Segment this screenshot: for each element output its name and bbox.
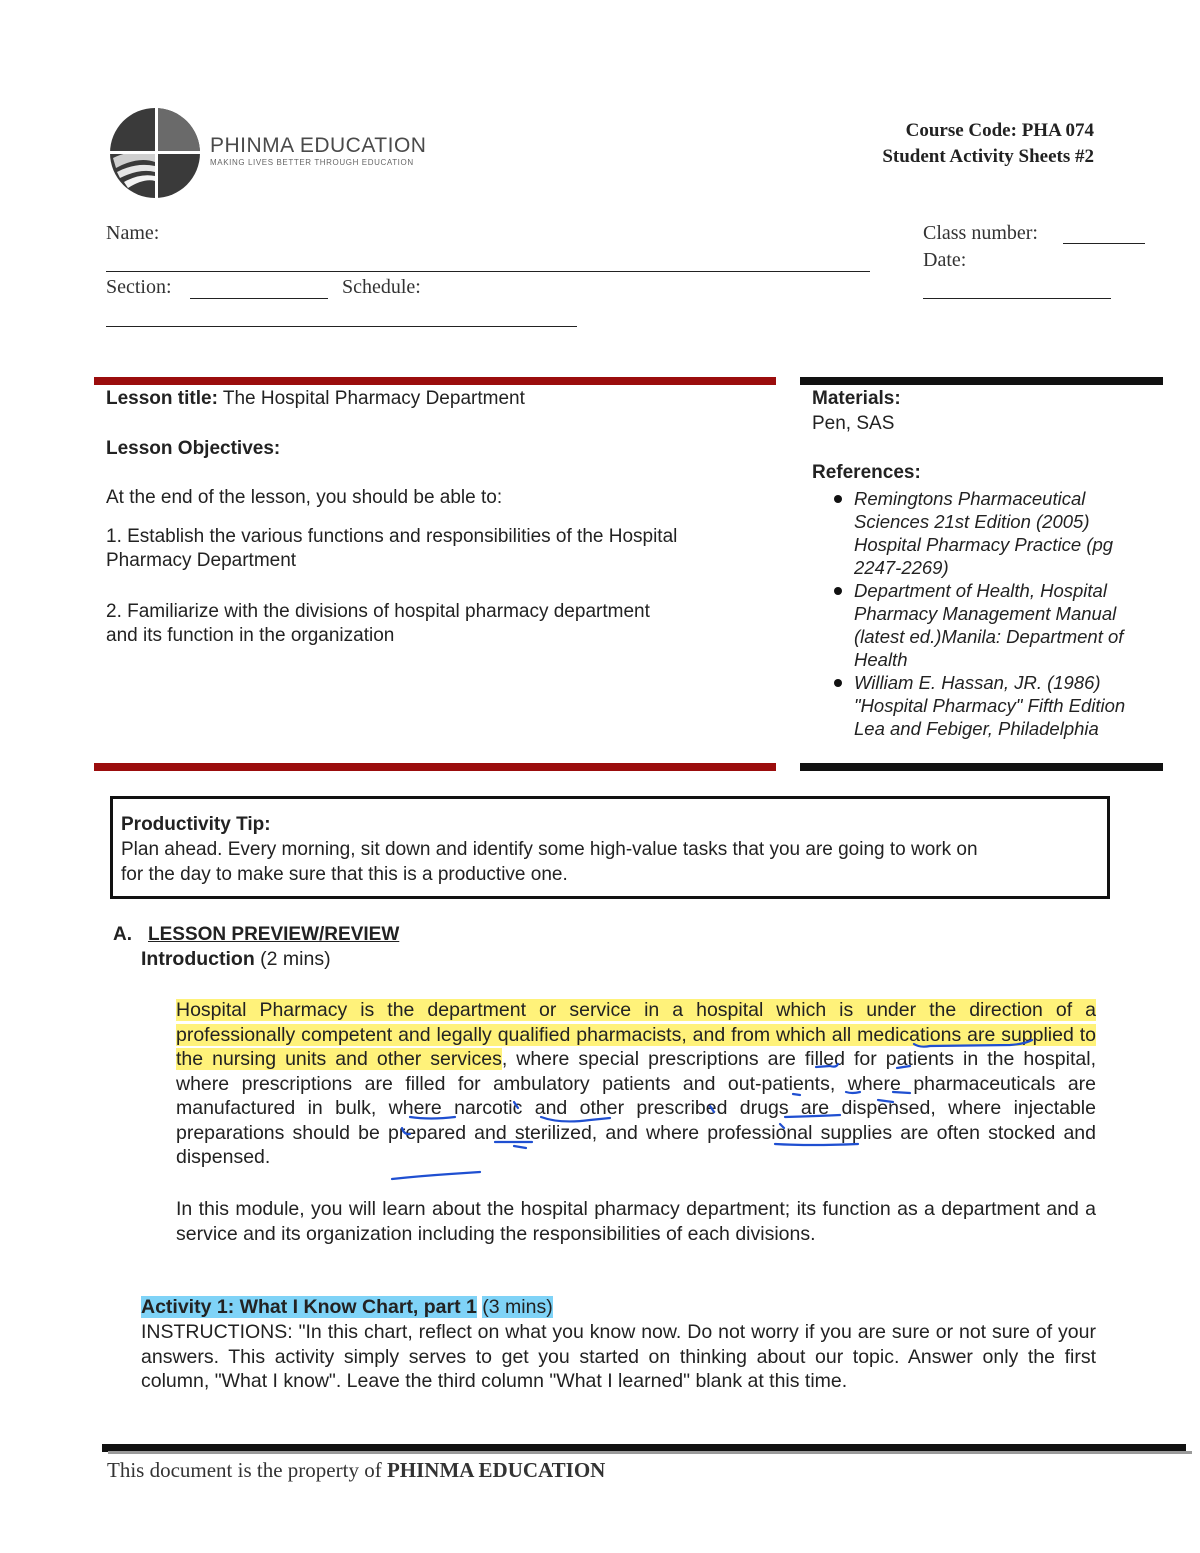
reference-item: William E. Hassan, JR. (1986) "Hospital Pharmacy" Fifth Edition Lea and Febiger, Philadelphia (812, 671, 1157, 740)
footer-plain: This document is the property of (107, 1458, 387, 1482)
definition-continuation: , where special prescriptions are filled for patients in the hospital, where prescriptions are filled for ambulatory patients and out-patients, where pharmaceuticals are manufactured in bulk, where narcotic and other prescribed drugs are dispensed, where injectable preparations should be prepared and sterilized, and where professional supplies are often stocked and dispensed. (176, 1048, 1096, 1168)
name-label: Name: (106, 222, 160, 244)
class-number-label: Class number: (923, 222, 1038, 244)
objective-1-line1: 1. Establish the various functions and responsibilities of the Hospital (106, 526, 678, 547)
introduction-label: Introduction (141, 948, 255, 970)
logo-tagline: MAKING LIVES BETTER THROUGH EDUCATION (210, 158, 414, 167)
pen-underline (710, 1106, 714, 1112)
pen-underline (897, 1066, 910, 1068)
pen-underline (846, 1092, 860, 1093)
section-heading: LESSON PREVIEW/REVIEW (148, 924, 400, 945)
activity-1-instructions: INSTRUCTIONS: "In this chart, reflect on what you know now. Do not worry if you are sure or not sure of your answers. This activity simply serves to get you started on thinking about our topic. Answer only the first column, "What I know". Leave the third column "What I learned" blank at this time. (141, 1321, 1096, 1392)
objectives-heading: Lesson Objectives: (106, 438, 281, 459)
objectives-intro: At the end of the lesson, you should be able to: (106, 487, 503, 508)
schedule-label: Schedule: (342, 276, 421, 298)
lesson-title-label: Lesson title: (106, 388, 218, 409)
date-label: Date: (923, 249, 967, 271)
pen-underline (392, 1172, 480, 1179)
sas-number: Student Activity Sheets #2 (882, 146, 1094, 167)
footer-brand: PHINMA EDUCATION (386, 1458, 606, 1482)
introduction-time: (2 mins) (260, 948, 331, 970)
materials-value: Pen, SAS (812, 413, 895, 434)
footer-text (107, 1458, 605, 1483)
logo-title: PHINMA EDUCATION (210, 134, 427, 157)
pen-underline (775, 1144, 858, 1145)
course-code: Course Code: PHA 074 (905, 120, 1094, 141)
objective-2-line1: 2. Familiarize with the divisions of hospital pharmacy department (106, 601, 650, 622)
pen-underline (514, 1146, 526, 1148)
tip-line-2: for the day to make sure that this is a productive one. (121, 864, 568, 885)
references-heading: References: (812, 462, 921, 483)
materials-heading: Materials: (812, 388, 901, 409)
tip-label: Productivity Tip: (121, 814, 271, 835)
section-letter: A. (113, 924, 132, 945)
pen-underline (816, 1064, 838, 1067)
lesson-title-value: The Hospital Pharmacy Department (222, 388, 525, 409)
tip-line-1: Plan ahead. Every morning, sit down and identify some high-value tasks that you are going to work on (121, 839, 978, 860)
reference-item: Remingtons Pharmaceutical Sciences 21st Edition (2005) Hospital Pharmacy Practice (pg 2247-2269) (812, 487, 1157, 579)
activity-1-title-line (141, 1296, 553, 1319)
pen-underline (402, 1128, 410, 1134)
objective-2-line2: and its function in the organization (106, 625, 395, 646)
pen-underline (878, 1100, 893, 1102)
pen-underline (514, 1102, 518, 1108)
module-paragraph: In this module, you will learn about the hospital pharmacy department; its function as a department and a service and its organization including the responsibilities of each divisions. (176, 1198, 1096, 1245)
highlighted-definition: Hospital Pharmacy is the department or service in a hospital which is under the direction of a professionally competent and legally qualified pharmacists, and from which all medications are supplied to the nursing units and other services (176, 999, 1096, 1070)
pen-underline (914, 1040, 1032, 1047)
objective-1-line2: Pharmacy Department (106, 550, 297, 571)
pen-underline (410, 1117, 455, 1119)
footer-rule-shadow (108, 1451, 1192, 1454)
pen-underline (541, 1117, 610, 1121)
activity-1-time: (3 mins) (482, 1296, 553, 1318)
activity-1-title: Activity 1: What I Know Chart, part 1 (141, 1296, 477, 1318)
section-label: Section: (106, 276, 172, 298)
pen-underline (780, 1124, 784, 1128)
reference-item: Department of Health, Hospital Pharmacy Management Manual (latest ed.)Manila: Department of Health (812, 579, 1157, 671)
pen-underline (785, 1115, 840, 1117)
pen-underline (793, 1094, 800, 1095)
pen-underline (893, 1092, 910, 1093)
